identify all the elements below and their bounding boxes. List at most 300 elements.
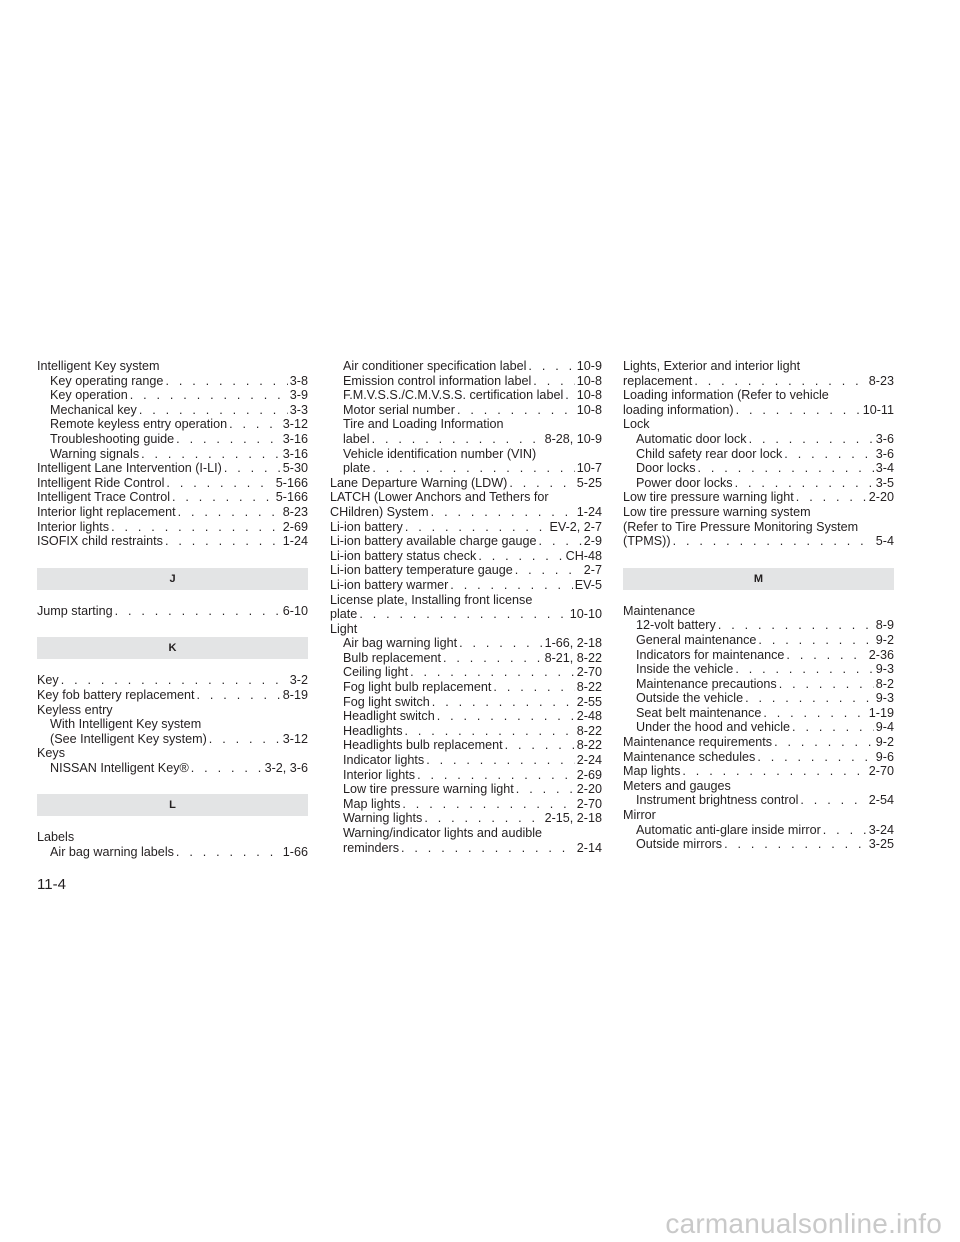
index-heading: Keyless entry [37,702,113,717]
page-reference: 3-16 [282,446,308,461]
index-entry [37,732,308,747]
page-reference: 10-7 [576,461,602,476]
index-entry [330,753,602,768]
letter-heading-m: M [623,568,894,590]
index-term: Instrument brightness control [636,793,799,808]
index-term: Door locks [636,461,696,476]
page-reference: 9-3 [875,691,894,706]
index-entry [330,768,602,783]
leader-dots [426,753,575,768]
index-term: F.M.V.S.S./C.M.V.S.S. certification label [343,388,564,403]
index-entry [330,665,602,680]
index-term: loading information) [623,402,734,417]
index-entry [37,505,308,520]
index-term: Air bag warning labels [50,845,174,860]
letter-heading-j: J [37,568,308,590]
index-entry [623,447,894,462]
leader-dots [774,735,874,750]
index-term: Map lights [343,796,401,811]
index-entry [623,618,894,633]
index-term: Interior lights [37,519,110,534]
index-entry [623,793,894,808]
index-term: 12-volt battery [636,618,716,633]
leader-dots [784,447,874,462]
index-term: CHildren) System [330,504,429,519]
leader-dots [779,677,874,692]
page-reference: 9-2 [875,735,894,750]
index-term: Intelligent Trace Control [37,490,171,505]
index-term: Interior lights [343,767,416,782]
leader-dots [757,750,873,765]
index-term: Warning lights [343,811,423,826]
page-reference: 9-3 [875,662,894,677]
index-entry [623,633,894,648]
page-reference: 8-21, 8-22 [544,650,602,665]
leader-dots [139,403,288,418]
index-term: Maintenance requirements [623,735,773,750]
page-reference: 3-2 [289,673,308,688]
page-reference: 3-9 [289,388,308,403]
index-entry [623,837,894,852]
page-reference: 2-9 [583,534,602,549]
index-entry [623,735,894,750]
page-reference: 8-9 [875,618,894,633]
page-reference: 8-28, 10-9 [544,431,602,446]
page-reference: 3-16 [282,431,308,446]
index-entry [330,841,602,856]
index-term: Intelligent Ride Control [37,475,165,490]
index-entry [37,432,308,447]
index-entry [330,651,602,666]
index-term: Li-ion battery status check [330,548,477,563]
index-group-l [37,830,308,859]
leader-dots [735,476,874,491]
index-heading: Keys [37,746,65,761]
leader-dots [209,732,281,747]
index-heading: Lock [623,417,650,432]
index-heading: Mirror [623,808,656,823]
page-reference: 8-22 [576,738,602,753]
index-term: Interior light replacement [37,504,176,519]
page-reference: 10-10 [569,607,602,622]
leader-dots [758,633,873,648]
page-reference: 3-25 [868,837,894,852]
leader-dots [178,505,281,520]
index-term: Headlight switch [343,709,435,724]
leader-dots [197,688,281,703]
index-entry [37,490,308,505]
index-entry [37,673,308,688]
leader-dots [478,549,563,564]
index-entry [330,607,602,622]
index-entry [330,695,602,710]
index-entry [330,811,602,826]
index-group-l-continued [330,359,602,855]
leader-dots [176,432,281,447]
index-entry [37,403,308,418]
index-term: Troubleshooting guide [50,431,175,446]
index-term: Headlights [343,723,403,738]
index-term: Fog light bulb replacement [343,680,492,695]
leader-dots [359,607,567,622]
index-entry [330,359,602,374]
index-term: Low tire pressure warning light [343,782,514,797]
leader-dots [786,648,866,663]
index-term: Ceiling light [343,665,409,680]
index-group-l-end [623,359,894,549]
page-reference: 8-2 [875,676,894,691]
leader-dots [401,841,575,856]
page-reference: 3-4 [875,461,894,476]
page-reference: EV-5 [574,577,602,592]
index-term: label [343,431,370,446]
index-entry [623,677,894,692]
leader-dots [405,520,548,535]
leader-dots [443,651,543,666]
page-reference: 3-3 [289,402,308,417]
index-entry [37,461,308,476]
leader-dots [410,665,575,680]
index-term: Outside mirrors [636,837,723,852]
index-entry [37,534,308,549]
page-reference: 2-70 [576,796,602,811]
index-entry [37,417,308,432]
leader-dots [457,403,575,418]
leader-dots [823,823,867,838]
leader-dots [405,724,575,739]
index-entry [37,845,308,860]
index-entry [330,374,602,389]
page-reference: CH-48 [565,548,602,563]
leader-dots [166,476,273,491]
index-entry [330,520,602,535]
index-column-2 [330,359,602,855]
index-heading: Maintenance [623,603,696,618]
index-column-3 [623,359,894,852]
leader-dots [432,695,575,710]
index-entry [330,461,602,476]
index-term: Automatic door lock [636,431,747,446]
leader-dots [115,604,281,619]
watermark: carmanualsonline.info [665,1208,942,1239]
index-entry [330,709,602,724]
page-reference: 3-2, 3-6 [264,760,308,775]
index-term: Warning signals [50,446,140,461]
page-reference: 2-69 [576,767,602,782]
index-entry [623,374,894,389]
index-term: Li-ion battery available charge gauge [330,534,537,549]
leader-dots [539,534,582,549]
index-group-k [37,673,308,775]
index-entry [330,534,602,549]
index-entry [623,432,894,447]
index-entry [623,750,894,765]
page-reference: 3-5 [875,475,894,490]
page-reference: 8-22 [576,723,602,738]
index-entry [330,432,602,447]
page-reference: 9-2 [875,632,894,647]
leader-dots [450,578,572,593]
index-group-m [623,604,894,852]
index-group-i [37,359,308,549]
leader-dots [111,520,281,535]
leader-dots [516,782,575,797]
leader-dots [372,432,543,447]
index-column-1 [37,359,308,860]
page-reference: 1-19 [868,705,894,720]
page-reference: 3-12 [282,417,308,432]
index-heading: (Refer to Tire Pressure Monitoring System [623,519,859,534]
index-term: NISSAN Intelligent Key® [50,760,189,775]
leader-dots [431,505,575,520]
leader-dots [459,636,542,651]
index-term: (See Intelligent Key system) [50,731,207,746]
index-heading: Low tire pressure warning system [623,504,811,519]
leader-dots [372,461,574,476]
page-reference: 2-48 [576,709,602,724]
index-term: Maintenance schedules [623,749,756,764]
page-reference: 1-24 [576,504,602,519]
index-term: Map lights [623,764,681,779]
index-term: Headlights bulb replacement [343,738,503,753]
page-number: 11-4 [37,876,66,893]
index-term: Remote keyless entry operation [50,417,228,432]
index-term: Mechanical key [50,402,137,417]
page-reference: 2-20 [576,782,602,797]
page-reference: 9-4 [875,720,894,735]
page-reference: 2-55 [576,694,602,709]
index-entry [330,680,602,695]
leader-dots [224,461,281,476]
leader-dots [718,618,874,633]
page-reference: 1-66 [282,845,308,860]
index-term: Intelligent Lane Intervention (I-LI) [37,461,222,476]
page-reference: 1-24 [282,534,308,549]
page-reference: 8-23 [868,373,894,388]
leader-dots [735,662,873,677]
letter-heading-l: L [37,794,308,816]
page-reference: 3-6 [875,446,894,461]
leader-dots [509,476,574,491]
leader-dots [61,673,288,688]
index-entry [330,782,602,797]
index-heading: Light [330,621,358,636]
index-entry [330,636,602,651]
index-entry [623,764,894,779]
index-term: Inside the vehicle [636,662,734,677]
leader-dots [437,709,575,724]
leader-dots [749,432,874,447]
index-term: Lane Departure Warning (LDW) [330,475,508,490]
page-reference: 10-11 [862,402,894,417]
leader-dots [172,490,274,505]
index-entry [623,403,894,418]
index-term: Child safety rear door lock [636,446,783,461]
index-entry [330,549,602,564]
index-term: Key [37,673,59,688]
index-entry [37,761,308,776]
index-entry [330,403,602,418]
index-entry [37,476,308,491]
index-term: replacement [623,373,693,388]
page-reference: 2-24 [576,753,602,768]
page-reference: 2-7 [583,563,602,578]
page-reference: EV-2, 2-7 [549,519,602,534]
leader-dots [515,563,582,578]
leader-dots [141,447,281,462]
index-entry [623,490,894,505]
leader-dots [792,720,874,735]
index-term: plate [343,461,371,476]
index-entry [37,520,308,535]
index-heading: Tire and Loading Information [343,417,504,432]
index-term: Outside the vehicle [636,691,744,706]
index-term: Under the hood and vehicle [636,720,791,735]
page-reference: 2-70 [576,665,602,680]
index-entry [330,738,602,753]
page-reference: 3-12 [282,731,308,746]
leader-dots [229,417,281,432]
leader-dots [745,691,874,706]
index-term: Bulb replacement [343,650,442,665]
index-term: Air conditioner specification label [343,359,527,373]
index-entry [330,797,602,812]
leader-dots [724,837,867,852]
leader-dots [533,374,574,389]
page-reference: 8-23 [282,504,308,519]
leader-dots [130,388,288,403]
index-entry [623,662,894,677]
page-reference: 9-6 [875,749,894,764]
leader-dots [694,374,866,389]
page-reference: 2-36 [868,647,894,662]
index-entry [330,476,602,491]
page-reference: 2-20 [868,490,894,505]
index-entry [623,461,894,476]
index-term: Low tire pressure warning light [623,490,794,505]
index-term: Automatic anti-glare inside mirror [636,822,821,837]
leader-dots [763,706,866,721]
index-term: ISOFIX child restraints [37,534,163,549]
index-entry [330,724,602,739]
page-reference: 6-10 [282,603,308,618]
page-reference: 2-70 [868,764,894,779]
leader-dots [800,793,866,808]
leader-dots [176,845,281,860]
index-term: Seat belt maintenance [636,705,762,720]
index-entry [37,688,308,703]
leader-dots [673,534,874,549]
index-term: plate [330,607,358,622]
index-heading: License plate, Installing front license [330,592,533,607]
index-entry [623,691,894,706]
index-entry [330,563,602,578]
leader-dots [191,761,263,776]
index-term: Li-ion battery [330,519,403,534]
leader-dots [493,680,574,695]
leader-dots [424,811,542,826]
index-term: Power door locks [636,475,733,490]
leader-dots [736,403,861,418]
leader-dots [165,534,281,549]
index-group-j [37,604,308,619]
index-term: Indicator lights [343,753,425,768]
page-reference: 2-54 [868,793,894,808]
index-term: Key operation [50,388,128,403]
leader-dots [417,768,575,783]
index-entry [330,505,602,520]
page-reference: 3-6 [875,431,894,446]
index-entry [37,388,308,403]
index-term: Indicators for maintenance [636,647,785,662]
index-term: Key fob battery replacement [37,687,195,702]
page-reference: 3-8 [289,373,308,388]
page-reference: 10-8 [576,373,602,388]
index-term: Li-ion battery temperature gauge [330,563,513,578]
index-heading: LATCH (Lower Anchors and Tethers for [330,490,549,505]
page-reference: 8-19 [282,687,308,702]
leader-dots [698,461,874,476]
page-reference: 10-9 [576,359,602,373]
index-heading: With Intelligent Key system [50,717,202,732]
index-term: (TPMS)) [623,534,671,549]
index-entry [37,604,308,619]
index-entry [37,447,308,462]
page-reference: 5-4 [875,534,894,549]
index-term: reminders [343,840,399,855]
index-heading: Loading information (Refer to vehicle [623,388,829,403]
index-term: Fog light switch [343,694,430,709]
leader-dots [165,374,287,389]
index-entry [330,388,602,403]
index-heading: Intelligent Key system [37,359,160,373]
leader-dots [565,388,575,403]
index-entry [623,534,894,549]
index-entry [623,648,894,663]
page-reference: 5-166 [275,490,308,505]
index-entry [623,720,894,735]
index-heading: Meters and gauges [623,778,731,793]
letter-heading-k: K [37,637,308,659]
page-reference: 2-15, 2-18 [544,811,602,826]
index-entry [37,374,308,389]
page-reference: 8-22 [576,680,602,695]
index-term: Motor serial number [343,402,455,417]
leader-dots [505,738,575,753]
page-reference: 2-69 [282,519,308,534]
index-heading: Vehicle identification number (VIN) [343,446,537,461]
leader-dots [682,764,866,779]
leader-dots [528,359,574,374]
index-term: Emission control information label [343,373,532,388]
index-term: Air bag warning light [343,636,458,651]
page-reference: 3-24 [868,822,894,837]
index-term: General maintenance [636,632,757,647]
index-term: Maintenance precautions [636,676,777,691]
index-term: Li-ion battery warmer [330,577,449,592]
page-reference: 5-25 [576,475,602,490]
page-reference: 10-8 [576,388,602,403]
index-term: Key operating range [50,373,164,388]
page-reference: 1-66, 2-18 [544,636,602,651]
index-entry [623,706,894,721]
leader-dots [796,490,867,505]
page-reference: 10-8 [576,402,602,417]
index-heading: Lights, Exterior and interior light [623,359,801,373]
index-entry [623,823,894,838]
page-reference: 5-166 [275,475,308,490]
leader-dots [402,797,574,812]
